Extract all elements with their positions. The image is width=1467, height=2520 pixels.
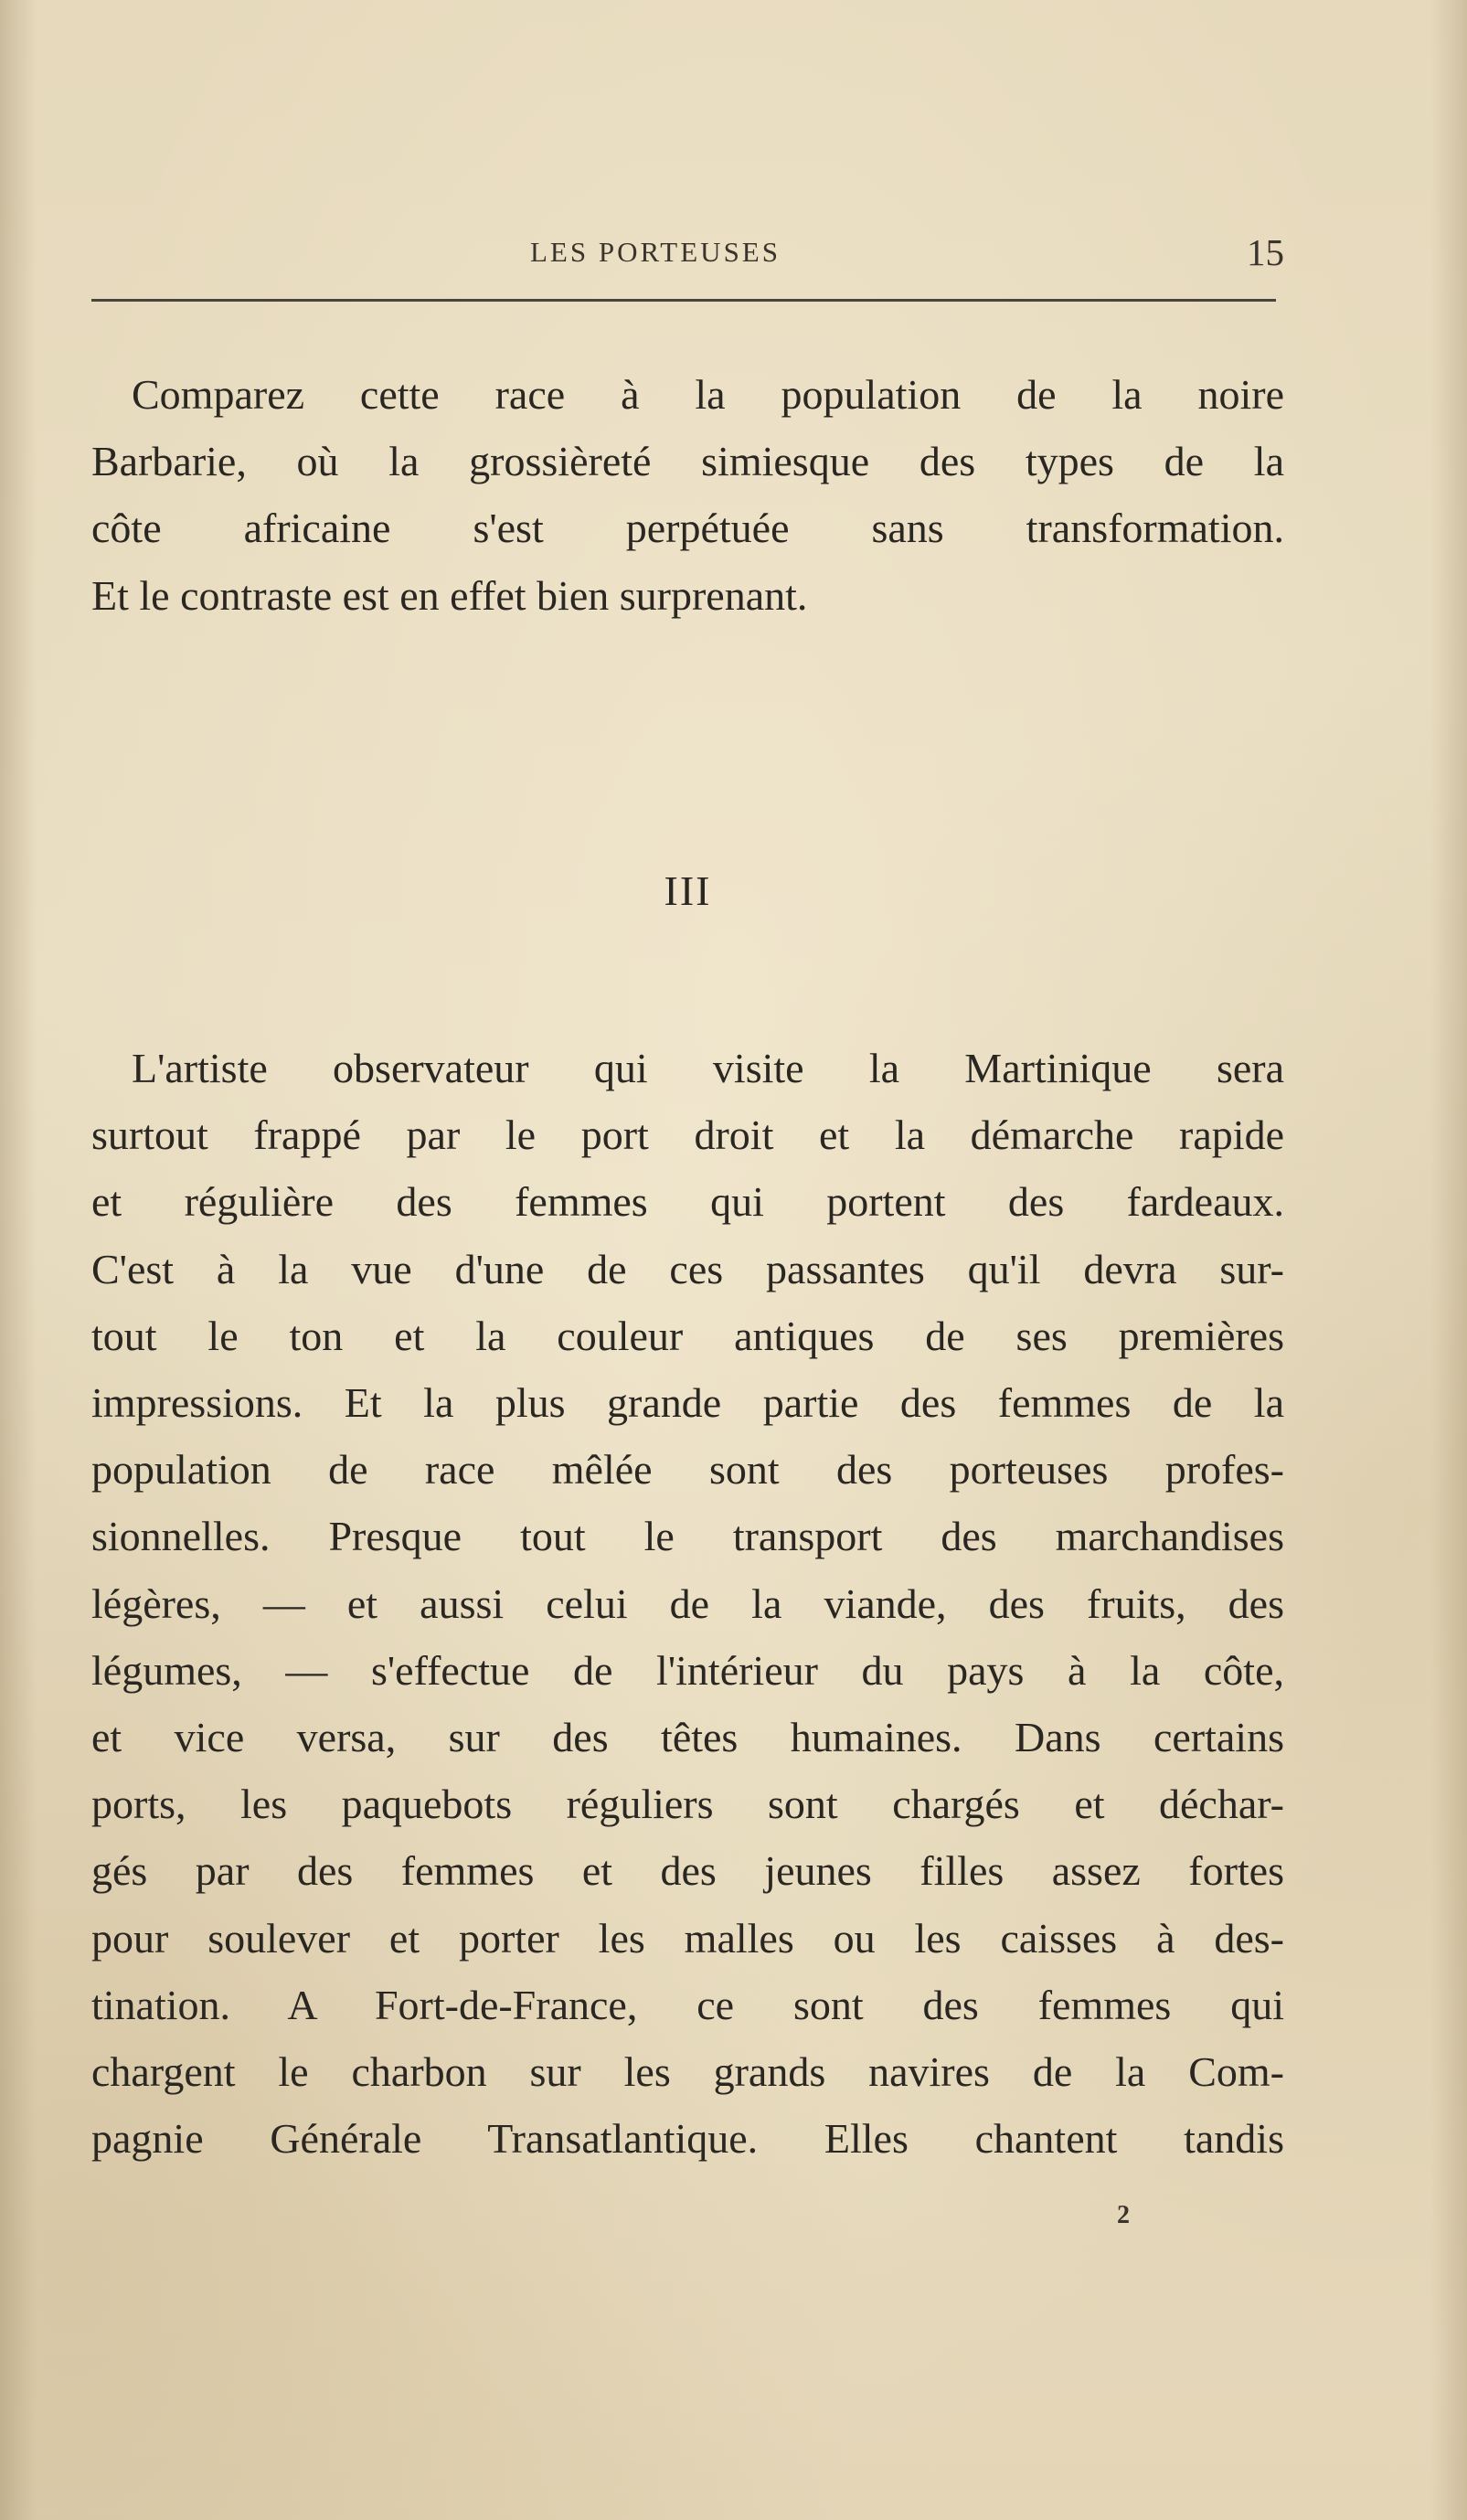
text-line: et régulière des femmes qui portent des fardeaux. — [91, 1178, 1284, 1226]
section-heading: III — [664, 867, 712, 914]
paragraph-2 — [91, 1035, 1284, 2172]
page-edge-left — [0, 0, 37, 2520]
running-title: LES PORTEUSES — [530, 236, 781, 268]
text-line: pour soulever et porter les malles ou les caisses à des- — [91, 1914, 1284, 1962]
text-line: côte africaine s'est perpétuée sans transformation. — [91, 505, 1284, 552]
text-line: pagnie Générale Transatlantique. Elles chantent tandis — [91, 2115, 1284, 2163]
text-line: gés par des femmes et des jeunes filles assez fortes — [91, 1847, 1284, 1895]
text-line: Comparez cette race à la population de la noire — [132, 371, 1284, 418]
signature-mark: 2 — [1117, 2201, 1130, 2229]
running-head — [91, 230, 1284, 285]
page-edge-right — [1430, 0, 1467, 2520]
text-line: et vice versa, sur des têtes humaines. Dans certains — [91, 1714, 1284, 1761]
text-line: L'artiste observateur qui visite la Martinique sera — [132, 1045, 1284, 1091]
text-line: Et le contraste est en effet bien surprenant. — [91, 571, 808, 619]
text-line: légères, — et aussi celui de la viande, des fruits, des — [91, 1579, 1284, 1627]
text-line: impressions. Et la plus grande partie des femmes de la — [91, 1379, 1284, 1427]
paragraph-1 — [91, 361, 1284, 629]
text-line: surtout frappé par le port droit et la démarche rapide — [91, 1111, 1284, 1159]
text-line: légumes, — s'effectue de l'intérieur du pays à la côte, — [91, 1646, 1284, 1694]
page-number: 15 — [1247, 231, 1284, 273]
text-line: Barbarie, où la grossièreté simiesque des types de la — [91, 438, 1284, 485]
text-line: ports, les paquebots réguliers sont chargés et déchar- — [91, 1781, 1284, 1828]
text-line: chargent le charbon sur les grands navires de la Com- — [91, 2048, 1284, 2096]
text-line: population de race mêlée sont des porteuses profes- — [91, 1446, 1284, 1494]
text-line: tout le ton et la couleur antiques de ses premières — [91, 1312, 1284, 1359]
text-line: tination. A Fort-de-France, ce sont des femmes qui — [91, 1981, 1284, 2028]
text-line: C'est à la vue d'une de ces passantes qu'il devra sur- — [91, 1245, 1284, 1292]
header-rule — [91, 299, 1276, 302]
text-line: sionnelles. Presque tout le transport des marchandises — [91, 1513, 1284, 1560]
